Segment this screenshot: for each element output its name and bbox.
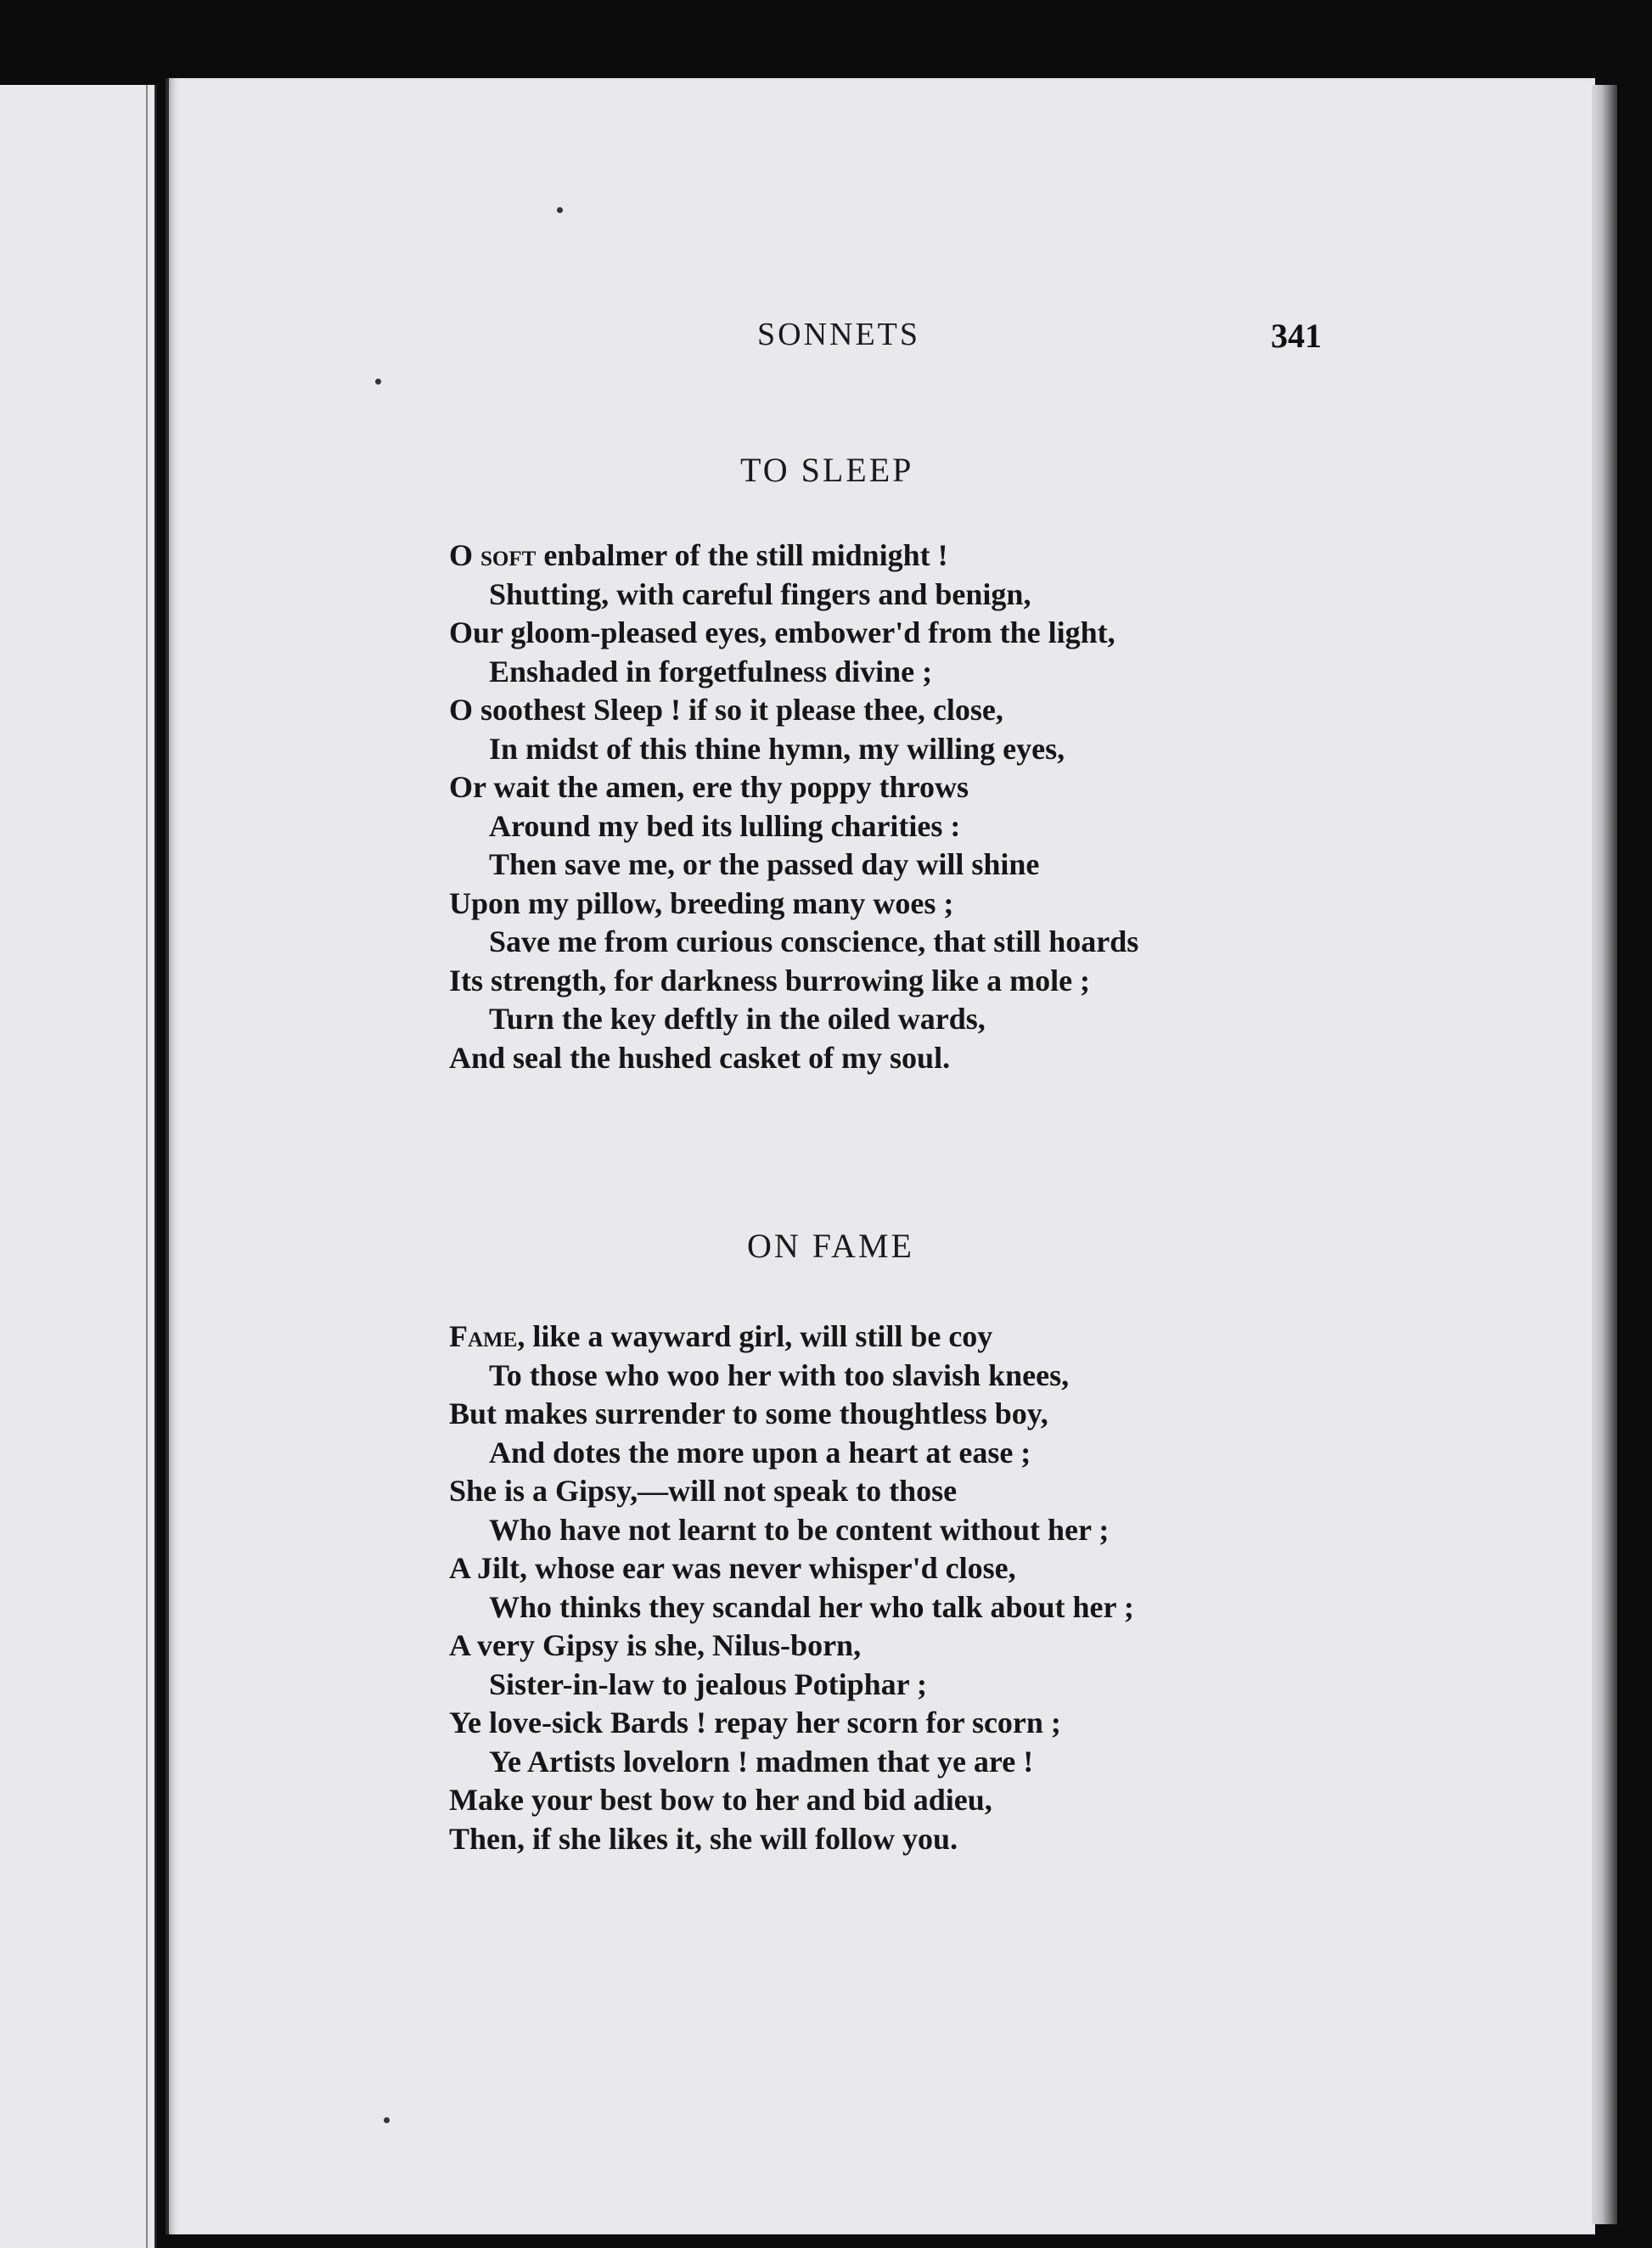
line-text: In midst of this thine hymn, my willing eyes, (489, 731, 1065, 766)
line-text: Sister-in-law to jealous Potiphar ; (489, 1666, 927, 1701)
poem-on-fame (449, 1318, 1134, 1858)
poem-line (449, 846, 1138, 885)
line-text: Then, if she likes it, she will follow you. (449, 1821, 958, 1856)
line-text: And dotes the more upon a heart at ease ; (489, 1435, 1031, 1470)
line-text: Ye love-sick Bards ! repay her scorn for scorn ; (449, 1706, 1061, 1739)
running-head: SONNETS (757, 317, 921, 352)
line-text: And seal the hushed casket of my soul. (449, 1040, 951, 1075)
poem-line (449, 1781, 1134, 1820)
line-text: enbalmer of the still midnight ! (536, 538, 948, 572)
poem-line (449, 1318, 1134, 1357)
poem-line (449, 691, 1138, 730)
line-text: Who have not learnt to be content without her ; (489, 1512, 1110, 1547)
poem-line (449, 1511, 1134, 1550)
poem-line (449, 1472, 1134, 1511)
poem-line (449, 1627, 1134, 1666)
poem-line (449, 614, 1138, 653)
poem-line (449, 730, 1138, 769)
poem-line (449, 576, 1138, 615)
poem-title-to-sleep: TO SLEEP (740, 451, 914, 489)
line-text: Enshaded in forgetfulness divine ; (489, 654, 933, 688)
poem-line (449, 537, 1138, 576)
line-text: She is a Gipsy,—will not speak to those (449, 1474, 958, 1508)
line-text: To those who woo her with too slavish knees, (489, 1357, 1070, 1392)
poem-line (449, 1549, 1134, 1588)
poem-line (449, 1666, 1134, 1705)
line-text: Or wait the amen, ere thy poppy throws (449, 770, 969, 804)
poem-line (449, 1395, 1134, 1434)
poem-line (449, 1588, 1134, 1627)
poem-line (449, 1820, 1134, 1859)
poem-to-sleep (449, 537, 1138, 1077)
poem-line (449, 1434, 1134, 1473)
line-text: Ye Artists lovelorn ! madmen that ye are ! (489, 1744, 1034, 1779)
book-page (166, 78, 1595, 2234)
page-number: 341 (1271, 317, 1322, 355)
line-text: Shutting, with careful fingers and benign, (489, 576, 1031, 611)
line-text: Make your best bow to her and bid adieu, (449, 1783, 992, 1817)
poem-line (449, 923, 1138, 962)
poem-line (449, 885, 1138, 924)
speck (375, 379, 381, 385)
poem-line (449, 962, 1138, 1001)
line-text: Around my bed its lulling charities : (489, 808, 961, 843)
left-page-fragment (0, 85, 157, 2248)
poem-line (449, 1704, 1134, 1743)
poem-title-on-fame: ON FAME (747, 1227, 914, 1265)
line-text: Its strength, for darkness burrowing like a mole ; (449, 963, 1091, 998)
poem-line (449, 1000, 1138, 1039)
speck (384, 2117, 390, 2123)
opening-word: O soft (449, 538, 537, 572)
line-text: Our gloom-pleased eyes, embower'd from the light, (449, 615, 1115, 649)
page-edge (1592, 85, 1617, 2224)
line-text: Upon my pillow, breeding many woes ; (449, 885, 954, 920)
poem-line (449, 653, 1138, 692)
line-text: But makes surrender to some thoughtless boy, (449, 1397, 1048, 1430)
speck (557, 207, 563, 213)
poem-line (449, 768, 1138, 807)
line-text: Turn the key deftly in the oiled wards, (489, 1002, 986, 1036)
poem-line (449, 807, 1138, 846)
poem-line (449, 1039, 1138, 1078)
line-text: Save me from curious conscience, that still hoards (489, 924, 1139, 958)
line-text: Then save me, or the passed day will shine (489, 847, 1040, 881)
line-text: A Jilt, whose ear was never whisper'd close, (449, 1551, 1016, 1585)
line-text: O soothest Sleep ! if so it please thee, close, (449, 693, 1003, 727)
poem-line (449, 1743, 1134, 1782)
line-text: A very Gipsy is she, Nilus-born, (449, 1628, 862, 1662)
line-text: , like a wayward girl, will still be coy (517, 1319, 993, 1353)
poem-line (449, 1357, 1134, 1396)
line-text: Who thinks they scandal her who talk about her ; (489, 1589, 1134, 1624)
opening-word: Fame (449, 1319, 518, 1353)
